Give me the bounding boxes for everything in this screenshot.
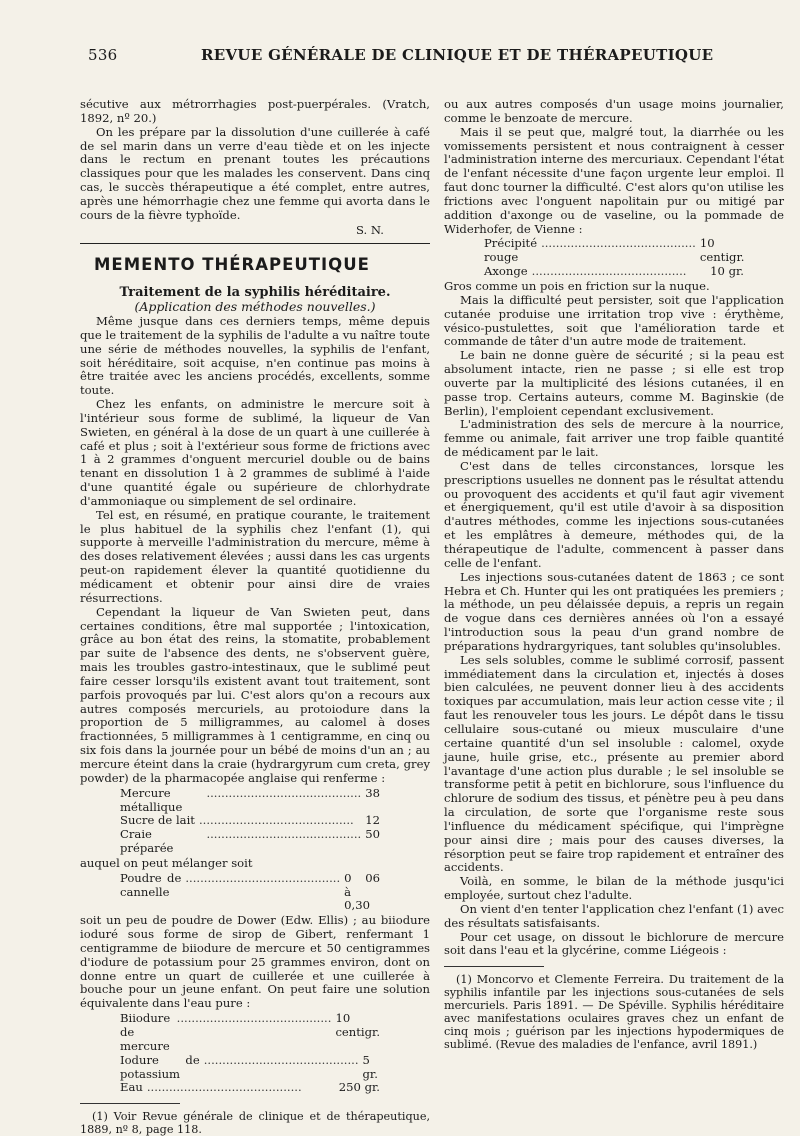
formula-row: Iodure de potassium .......................................... 5 gr. xyxy=(120,1054,380,1082)
body-paragraph: On vient d'en tenter l'application chez l'enfant (1) avec des résultats satisfaisants. xyxy=(444,901,784,930)
journal-title: REVUE GÉNÉRALE DE CLINIQUE ET DE THÉRAPEUTIQUE xyxy=(201,46,714,64)
ingredient-dose: 10 gr. xyxy=(710,264,744,279)
body-paragraph: C'est dans de telles circonstances, lorsque les prescriptions usuelles ne donnent pas le résultat attendu ou provoquent des accidents et qu'il faut agir vivement et énergiquement, qu'il est utile d'avoir à sa disposition d'autres méthodes, comme les injections sous-cutanées et les emplâtres à demeure, méthodes qui, de la thérapeutique de l'adulte, commencent à passer dans celle de l'enfant. xyxy=(444,458,784,570)
left-column xyxy=(80,98,430,1136)
ingredient-dose: 0 06 à 0,30 xyxy=(344,870,380,913)
article-signature: S. N. xyxy=(356,222,384,237)
ingredient-dose: 250 gr. xyxy=(338,1080,380,1095)
article-title: Traitement de la syphilis héréditaire. xyxy=(119,285,391,301)
ingredient-name: Axonge xyxy=(484,264,528,279)
body-paragraph: Le bain ne donne guère de sécurité ; si la peau est absolument intacte, rien ne passe ; si elle est trop ouverte par la multiplicité des lésions cutanées, il en passe trop. Certains auteurs, comme M. Baginskie (de Berlin), l'emploient cependant exclusivement. xyxy=(444,348,784,418)
formula-row: Sucre de lait .......................................... 12 xyxy=(120,813,380,828)
body-paragraph: Pour cet usage, on dissout le bichlorure de mercure soit dans l'eau et la glycérine, comme Liégeois : xyxy=(444,929,784,958)
formula-grey-powder xyxy=(120,787,380,856)
formula-row: Précipité rouge .......................................... 10 centigr. xyxy=(484,236,745,265)
ingredient-dose: 50 xyxy=(365,827,380,842)
body-paragraph: auquel on peut mélanger soit xyxy=(80,855,253,870)
section-title: MEMENTO THÉRAPEUTIQUE xyxy=(94,255,370,275)
ingredient-name: Iodure de potassium xyxy=(120,1052,200,1081)
ingredient-name: Mercure métallique xyxy=(120,785,183,814)
body-paragraph: ou aux autres composés d'un usage moins journalier, comme le benzoate de mercure. xyxy=(444,97,784,125)
formula-row: Mercure métallique .......................................... 38 xyxy=(120,785,380,814)
ingredient-name: Poudre de cannelle xyxy=(120,870,182,899)
body-paragraph: Les sels solubles, comme le sublimé corrosif, passent immédiatement dans la circulation et, injectés à doses bien calculées, ne peuvent donner lieu à des accidents toxiques par accumulation, mais leur action cesse vite ; il faut les renouveler tous les jours. Le dépôt dans le tissu cellulaire sous-cutané ou mieux musculaire d'une certaine quantité d'un sel insoluble : calomel, oxyde jaune, huile grise, etc., présente au premier abord l'avantage d'une action plus durable ; le sel insoluble se transforme petit à petit en bichlorure, sous l'influence du chlorure de sodium des tissus, et pénètre peu à peu dans la circulation, de sorte que l'organisme reste sous l'influence du médicament spécifique, qui l'imprègne pour ainsi dire ; mais pour des causes diverses, la résorption peut se faire trop rapidement et entraîner des accidents. xyxy=(444,652,784,875)
formula-row: Eau .......................................... 250 gr. xyxy=(120,1080,380,1095)
ingredient-dose: 5 gr. xyxy=(362,1052,378,1081)
body-paragraph: L'administration des sels de mercure à la nourrice, femme ou animale, fait arriver une trop faible quantité de médicament par le lait. xyxy=(444,417,784,460)
formula-row: Biiodure de mercure .......................................... 10 centigr. xyxy=(120,1011,381,1053)
ingredient-dose: 10 centigr. xyxy=(335,1011,381,1039)
footnote-text: (1) Voir Revue générale de clinique et de thérapeutique, 1889, nº 8, page 118. xyxy=(80,1110,430,1136)
formula-row: Poudre de cannelle .......................................... 0 06 à 0,30 xyxy=(120,870,380,913)
intro-paragraph-1: sécutive aux métrorrhagies post-puerpérales. (Vratch, 1892, nº 20.) xyxy=(80,97,430,125)
footnote xyxy=(444,973,784,1051)
body-paragraph: Les injections sous-cutanées datent de 1863 ; ce sont Hebra et Ch. Hunter qui les ont pratiquées les premiers ; la méthode, un peu délaissée depuis, a repris un regain de vogue dans ces dernières années où l'on a essayé l'introduction sous la peau d'un grand nombre de préparations hydrargyriques, tant solubles qu'insolubles. xyxy=(444,569,784,653)
formula-biiodure xyxy=(120,1012,380,1095)
ingredient-name: Biiodure de mercure xyxy=(120,1011,171,1053)
ingredient-name: Sucre de lait xyxy=(120,813,195,828)
body-paragraph: Chez les enfants, on administre le mercure soit à l'intérieur sous forme de sublimé, la liqueur de Van Swieten, en général à la dose de un quart à une cuillerée à café et plus ; soit à l'extérieur sous forme de frictions avec 1 à 2 grammes d'onguent mercuriel double ou de bains tenant en dissolution 1 à 2 grammes de sublimé à l'aide d'une quantité égale ou supérieure de chlorhydrate d'ammoniaque ou simplement de sel ordinaire. xyxy=(80,397,430,508)
footnote-divider xyxy=(80,1103,180,1104)
body-paragraph: Mais la difficulté peut persister, soit que l'application cutanée produise une irritation trop vive : érythème, vésico-pustulettes, soit que l'amélioration tarde et commande de tâter d'un autre mode de traitement. xyxy=(444,292,784,349)
formula-widerhofer xyxy=(484,237,744,279)
intro-paragraph-2: On les prépare par la dissolution d'une cuillerée à café de sel marin dans un verre d'eau tiède et on les injecte dans le rectum en prenant toutes les précautions classiques pour que les malades les conservent. Dans cinq cas, le succès thérapeutique a été complet, entre autres, après une hémorrhagie chez une femme qui avorta dans le cours de la fièvre typhoïde. xyxy=(80,124,430,222)
formula-row: Craie préparée .......................................... 50 xyxy=(120,827,380,856)
body-paragraph: Mais il se peut que, malgré tout, la diarrhée ou les vomissements persistent et nous contraignent à cesser l'administration interne des mercuriaux. Cependant l'état de l'enfant nécessite d'une façon urgente leur emploi. Il faut donc tourner la difficulté. C'est alors qu'on utilise les frictions avec l'onguent napolitain pur ou mitigé par addition d'axonge ou de vaseline, ou la pommade de Widerhofer, de Vienne : xyxy=(444,124,784,236)
ingredient-dose: 38 xyxy=(365,785,380,800)
article-subtitle: (Application des méthodes nouvelles.) xyxy=(134,299,376,315)
body-paragraph: soit un peu de poudre de Dower (Edw. Ellis) ; au biiodure ioduré sous forme de sirop de Gibert, renfermant 1 centigramme de biiodure de mercure et 50 centigrammes d'iodure de potassium pour 25 grammes environ, dont on donne entre un quart de cuillerée et une cuillerée à bouche pour un jeune enfant. On peut faire une solution équivalente dans l'eau pure : xyxy=(80,913,430,1011)
body-paragraph: Tel est, en résumé, en pratique courante, le traitement le plus habituel de la syphilis chez l'enfant (1), qui supporte à merveille l'administration du mercure, même à des doses relativement élevées ; aussi dans les cas urgents peut-on rapidement élever la quantité quotidienne du médicament et obtenir pour ainsi dire de vraies résurrections. xyxy=(80,507,430,605)
ingredient-dose: 10 centigr. xyxy=(699,236,745,265)
body-paragraph: Cependant la liqueur de Van Swieten peut, dans certaines conditions, être mal supportée ; l'intoxication, grâce au bon état des reins, la stomatite, probablement par suite de l'absence des dents, ne s'observent guère, mais les troubles gastro-intestinaux, que le sublimé peut faire cesser lorsqu'ils existent avant tout traitement, sont parfois provoqués par lui. C'est alors qu'on a recours aux autres composés mercuriels, au protoiodure dans la proportion de 5 milligrammes, au calomel à doses fractionnées, 5 milligrammes à 1 centigramme, en cinq ou six fois dans la journée pour un bébé de moins d'un an ; au mercure éteint dans la craie (hydrargyrum cum creta, grey powder) de la pharmacopée anglaise qui renferme : xyxy=(80,604,430,785)
right-column xyxy=(444,98,784,1051)
ingredient-name: Craie préparée xyxy=(120,827,174,856)
body-paragraph: Voilà, en somme, le bilan de la méthode jusqu'ici employée, surtout chez l'adulte. xyxy=(444,874,784,903)
formula-row: Axonge .......................................... 10 gr. xyxy=(484,264,744,279)
formula-cannelle xyxy=(120,872,380,914)
ingredient-dose: 12 xyxy=(365,813,380,828)
footnote-text: (1) Moncorvo et Clemente Ferreira. Du traitement de la syphilis infantile par les injections sous-cutanées de sels mercuriels. Paris 1891. — De Spéville. Syphilis héréditaire avec manifestations oculaires graves chez un enfant de cinq mois ; guérison par les injections hypodermiques de sublimé. (Revue des maladies de l'enfance, avril 1891.) xyxy=(444,973,784,1052)
footnote xyxy=(80,1110,430,1136)
footnote-divider xyxy=(444,966,544,967)
body-paragraph: Même jusque dans ces derniers temps, même depuis que le traitement de la syphilis de l'adulte a vu naître toute une série de méthodes nouvelles, la syphilis de l'enfant, soit héréditaire, soit acquise, n'en continue pas moins à être traitée avec les anciens procédés, excellents, somme toute. xyxy=(80,313,430,398)
page-number: 536 xyxy=(88,46,118,64)
section-divider xyxy=(80,243,430,244)
running-head xyxy=(88,44,788,68)
ingredient-name: Eau xyxy=(120,1080,143,1095)
ingredient-name: Précipité rouge xyxy=(484,236,538,265)
formula-note: Gros comme un pois en friction sur la nuque. xyxy=(444,278,710,293)
